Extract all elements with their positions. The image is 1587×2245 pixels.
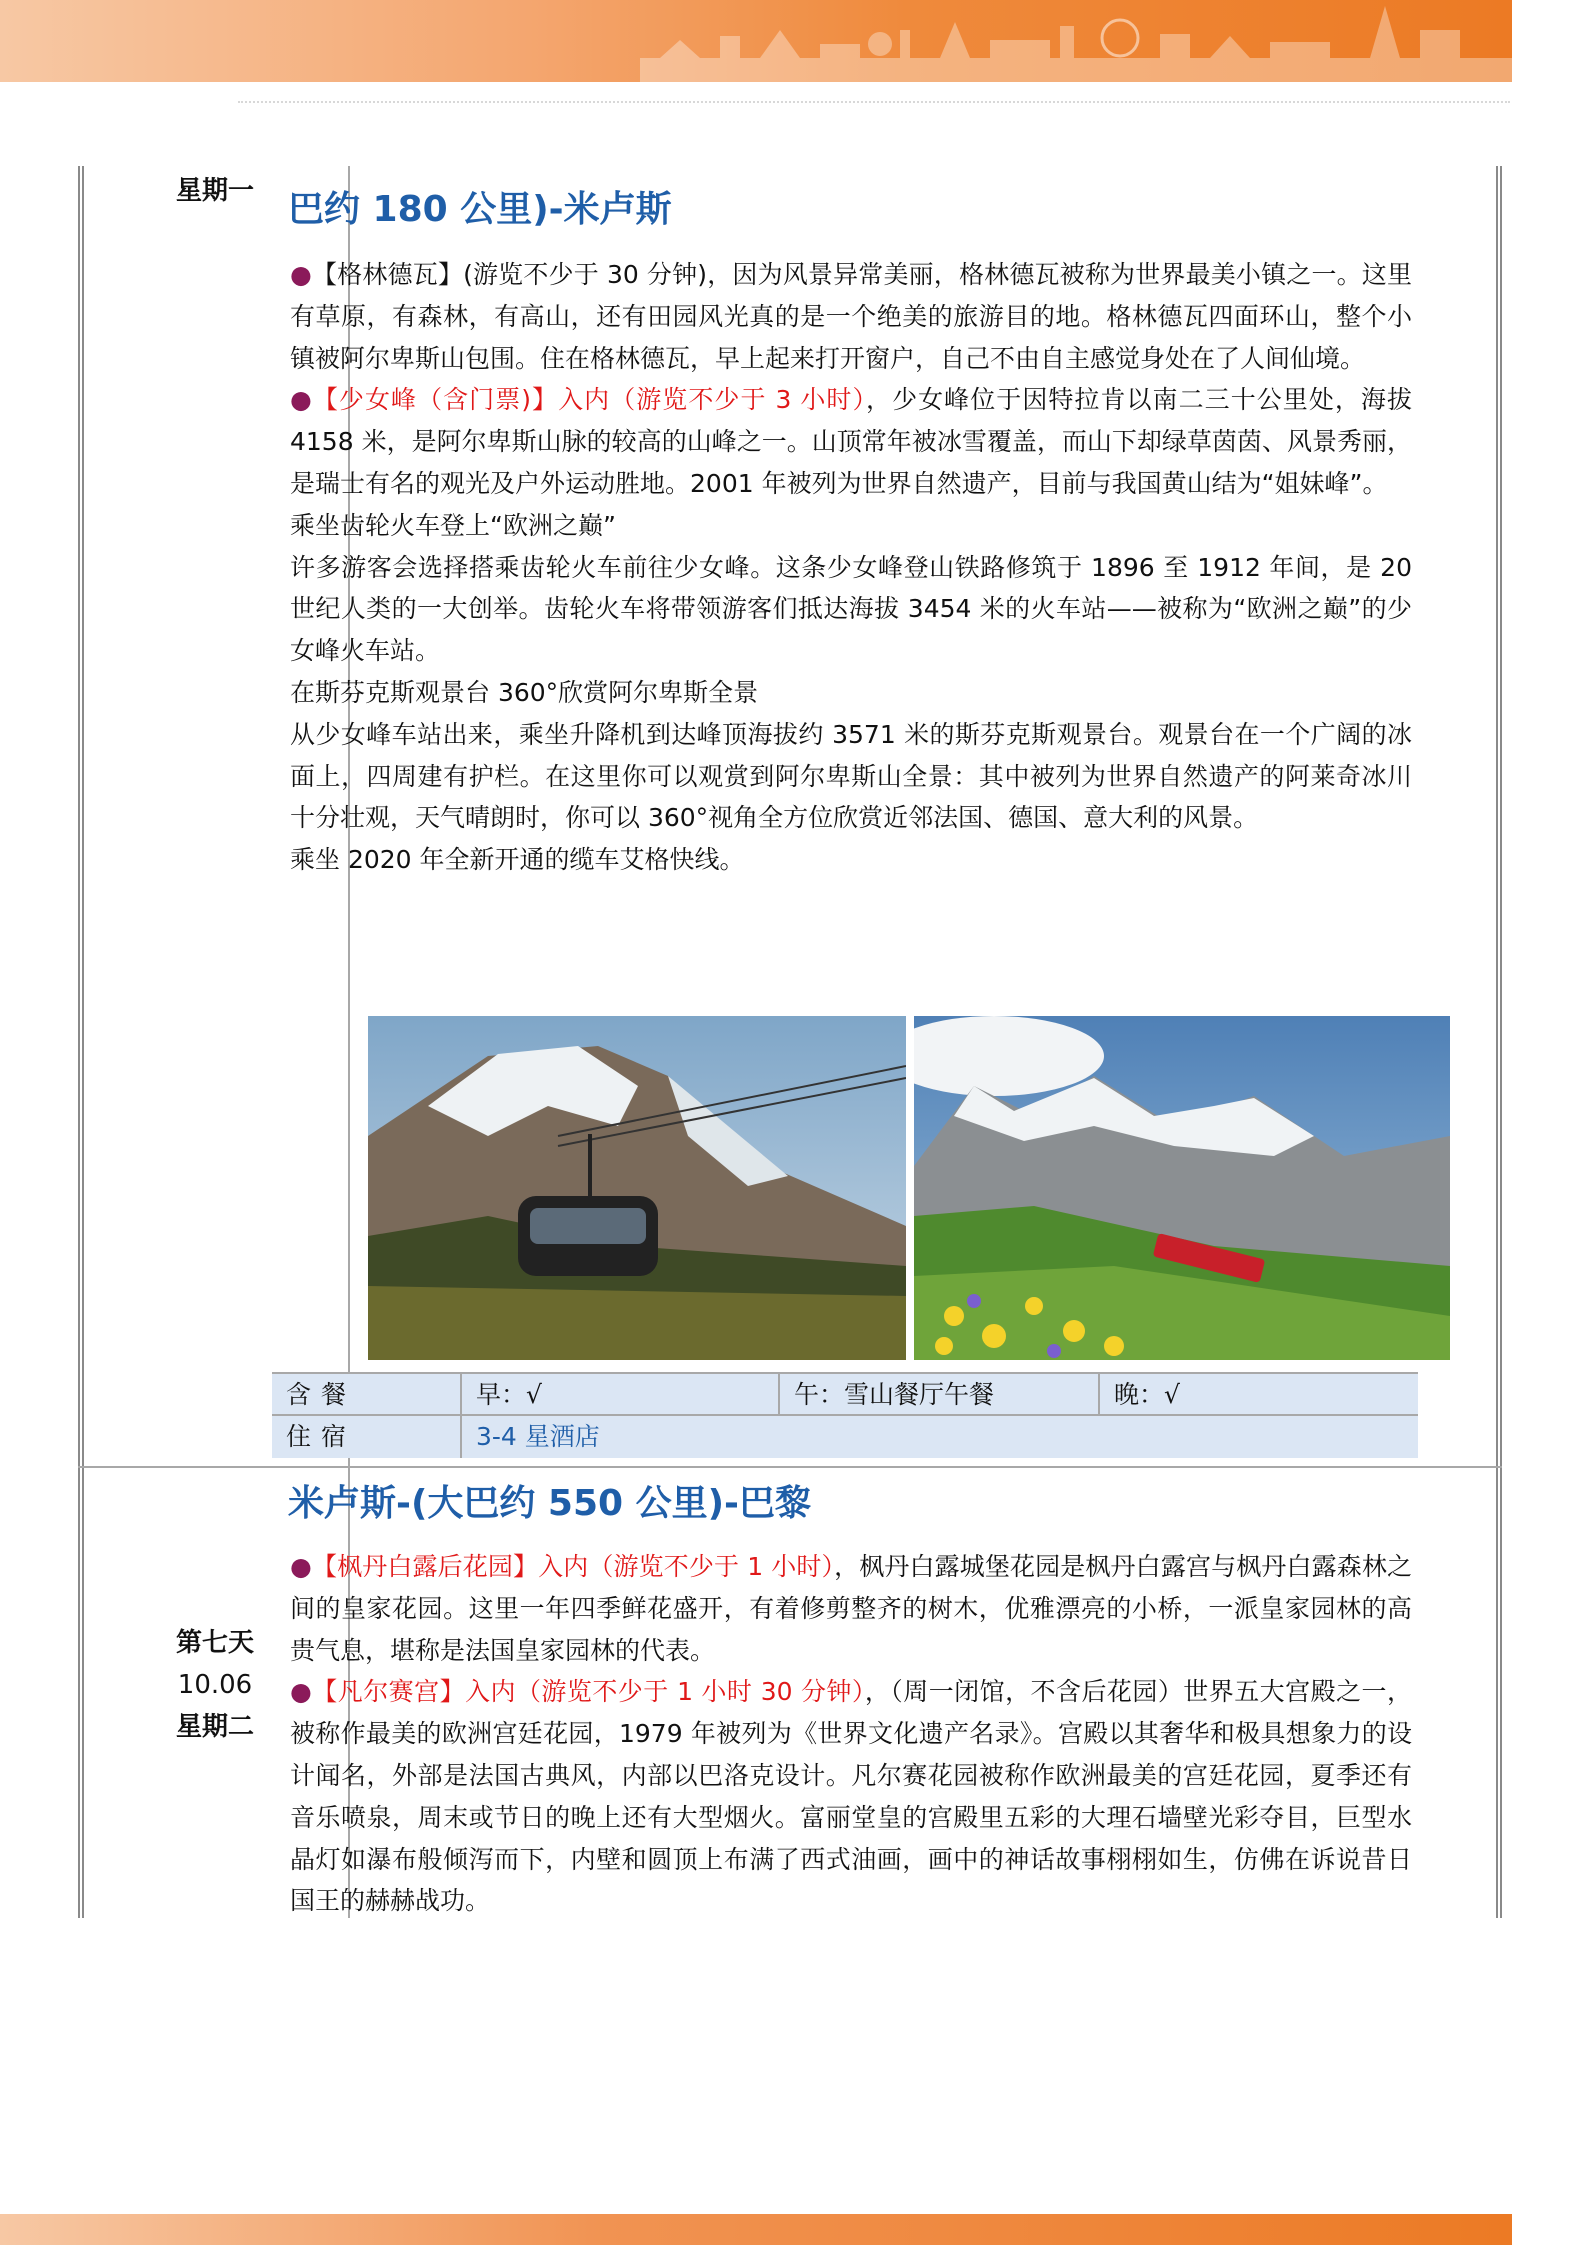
bullet-icon: ●	[290, 1677, 313, 1707]
lunch-cell: 午：雪山餐厅午餐	[778, 1374, 1098, 1416]
bullet-icon: ●	[290, 1552, 312, 1581]
lodging-value: 3-4 星酒店	[460, 1416, 1418, 1458]
day6-paragraph: 从少女峰车站出来，乘坐升降机到达峰顶海拔约 3571 米的斯芬克斯观景台。观景台在一个广阔的冰面上，四周建有护栏。在这里你可以观赏到阿尔卑斯山全景：其中被列为世界自然遗产的阿莱奇冰川十分壮观，天气晴朗时，你可以 360°视角全方位欣赏近邻法国、德国、意大利的风景。	[290, 719, 1412, 833]
attraction-name: 【枫丹白露后花园】入内（游览不少于 1 小时）	[311, 1552, 835, 1581]
day6-route-title: 巴约 180 公里)-米卢斯	[288, 189, 672, 230]
paragraph-text: ，枫丹白露城堡花园是枫丹白露宫与枫丹白露森林之间的皇家花园。这里一年四季鲜花盛开，有着修剪整齐的树木，优雅漂亮的小桥，一派皇家园林的高贵气息，堪称是法国皇家园林的代表。	[290, 1552, 1412, 1665]
attraction-name: 【格林德瓦】	[312, 260, 464, 289]
header-rule	[238, 101, 1510, 103]
paragraph-text: ，（周一闭馆，不含后花园）世界五大宫殿之一，被称作最美的欧洲宫廷花园，1979 年被列为《世界文化遗产名录》。宫殿以其奢华和极具想象力的设计闻名，外部是法国古典风，内部以巴洛克设计。凡尔赛花园被称作欧洲最美的宫廷花园，夏季还有音乐喷泉，周末或节日的晚上还有大型烟火。富丽堂皇的宫殿里五彩的大理石墙壁光彩夺目，巨型水晶灯如瀑布般倾泻而下，内壁和圆顶上布满了西式油画，画中的神话故事栩栩如生，仿佛在诉说昔日国王的赫赫战功。	[290, 1677, 1412, 1916]
city-skyline-icon	[0, 0, 1512, 82]
day7-paragraph	[290, 1546, 1412, 1671]
day6-paragraph	[290, 379, 1412, 504]
photo-cog-railway	[914, 1016, 1450, 1360]
day6-paragraph	[290, 254, 1412, 379]
meals-row	[272, 1372, 1418, 1416]
bullet-icon: ●	[290, 260, 312, 289]
day7-route-title: 米卢斯-(大巴约 550 公里)-巴黎	[288, 1483, 812, 1524]
day7-paragraph	[290, 1671, 1412, 1922]
footer-band	[0, 2214, 1512, 2245]
lodging-label: 住宿	[286, 1422, 357, 1451]
meals-label: 含餐	[286, 1380, 357, 1409]
dinner-cell: 晚：√	[1098, 1374, 1418, 1416]
bullet-icon: ●	[290, 385, 313, 415]
table-border-right	[1496, 166, 1502, 1918]
photo-cable-car	[368, 1016, 906, 1360]
day6-paragraph: 在斯芬克斯观景台 360°欣赏阿尔卑斯全景	[290, 677, 759, 707]
day6-description	[290, 254, 1412, 881]
day6-paragraph: 许多游客会选择搭乘齿轮火车前往少女峰。这条少女峰登山铁路修筑于 1896 至 1912 年间，是 20 世纪人类的一大创举。齿轮火车将带领游客们抵达海拔 3454 米的火车站——被称为“欧洲之巅”的少女峰火车站。	[290, 552, 1412, 666]
day-separator	[78, 1466, 1502, 1468]
day7-date: 10.06	[177, 1670, 253, 1700]
attraction-name: 【少女峰（含门票)】入内（游览不少于 3 小时）	[312, 385, 867, 415]
paragraph-text: (游览不少于 30 分钟)，因为风景异常美丽，格林德瓦被称为世界最美小镇之一。这里有草原，有森林，有高山，还有田园风光真的是一个绝美的旅游目的地。格林德瓦四面环山，整个小镇被阿尔卑斯山包围。住在格林德瓦，早上起来打开窗户，自己不由自主感觉身处在了人间仙境。	[290, 260, 1412, 373]
day7-weekday: 星期二	[175, 1712, 254, 1742]
day7-day: 第七天	[175, 1628, 254, 1658]
day7-description	[290, 1546, 1412, 1922]
breakfast-cell: 早：√	[460, 1374, 778, 1416]
attraction-name: 【凡尔赛宫】入内（游览不少于 1 小时 30 分钟）	[312, 1677, 865, 1707]
day6-weekday: 星期一	[175, 176, 254, 206]
day6-paragraph: 乘坐 2020 年全新开通的缆车艾格快线。	[290, 845, 745, 875]
day6-paragraph: 乘坐齿轮火车登上“欧洲之巅”	[290, 510, 616, 540]
paragraph-text: ，少女峰位于因特拉肯以南二三十公里处，海拔 4158 米，是阿尔卑斯山脉的较高的山峰之一。山顶常年被冰雪覆盖，而山下却绿草茵茵、风景秀丽，是瑞士有名的观光及户外运动胜地。2001 年被列为世界自然遗产，目前与我国黄山结为“姐妹峰”。	[290, 385, 1412, 498]
lodging-row	[272, 1414, 1418, 1458]
header-banner	[0, 0, 1512, 82]
